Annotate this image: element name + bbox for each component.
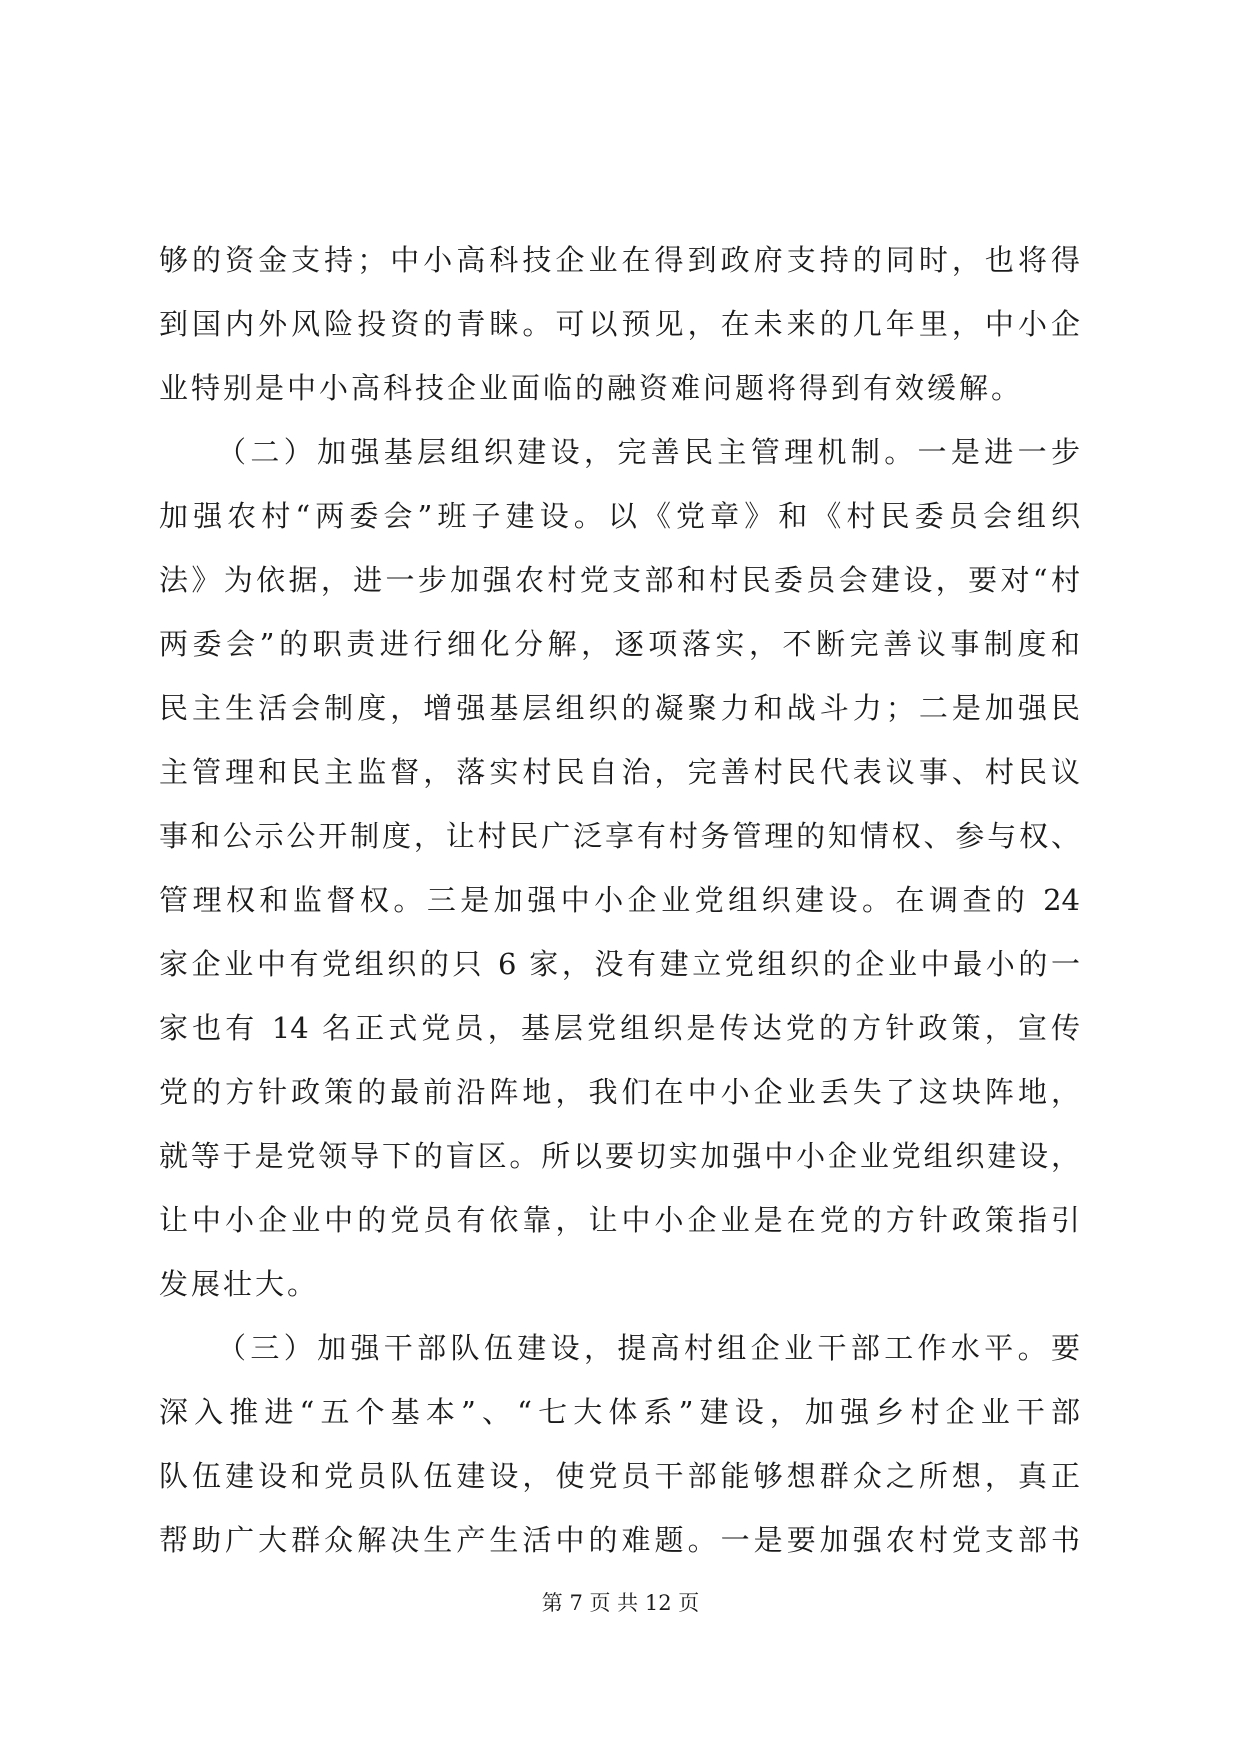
text-line: （二）加强基层组织建设，完善民主管理机制。一是进一步 (217, 435, 1080, 469)
body-text (159, 228, 1080, 1572)
page-footer: 第 7 页 共 12 页 (541, 1591, 700, 1615)
text-line: 民主生活会制度，增强基层组织的凝聚力和战斗力；二是加强民 (159, 691, 1080, 725)
text-line: 到国内外风险投资的青睐。可以预见，在未来的几年里，中小企 (159, 307, 1080, 341)
text-line: 党的方针政策的最前沿阵地，我们在中小企业丢失了这块阵地， (159, 1075, 1080, 1109)
text-line: 家企业中有党组织的只 6 家，没有建立党组织的企业中最小的一 (159, 947, 1080, 981)
text-line: 让中小企业中的党员有依靠，让中小企业是在党的方针政策指引 (159, 1203, 1080, 1237)
text-line: 事和公示公开制度，让村民广泛享有村务管理的知情权、参与权、 (159, 819, 1080, 853)
text-line: 发展壮大。 (159, 1267, 320, 1301)
text-line: 队伍建设和党员队伍建设，使党员干部能够想群众之所想，真正 (159, 1459, 1080, 1493)
text-line: 主管理和民主监督，落实村民自治，完善村民代表议事、村民议 (159, 755, 1080, 789)
text-line: 够的资金支持；中小高科技企业在得到政府支持的同时，也将得 (159, 243, 1080, 277)
text-line: （三）加强干部队伍建设，提高村组企业干部工作水平。要 (217, 1331, 1080, 1365)
text-line: 法》为依据，进一步加强农村党支部和村民委员会建设，要对“村 (159, 563, 1080, 597)
text-line: 就等于是党领导下的盲区。所以要切实加强中小企业党组织建设， (159, 1139, 1080, 1173)
text-line: 加强农村“两委会”班子建设。以《党章》和《村民委员会组织 (159, 499, 1080, 533)
text-line: 家也有 14 名正式党员，基层党组织是传达党的方针政策，宣传 (159, 1011, 1080, 1045)
text-line: 管理权和监督权。三是加强中小企业党组织建设。在调查的 24 (159, 883, 1080, 917)
text-line: 两委会”的职责进行细化分解，逐项落实，不断完善议事制度和 (159, 627, 1080, 661)
text-line: 深入推进“五个基本”、“七大体系”建设，加强乡村企业干部 (159, 1395, 1080, 1429)
text-line: 帮助广大群众解决生产生活中的难题。一是要加强农村党支部书 (159, 1523, 1080, 1557)
text-line: 业特别是中小高科技企业面临的融资难问题将得到有效缓解。 (159, 371, 1024, 405)
